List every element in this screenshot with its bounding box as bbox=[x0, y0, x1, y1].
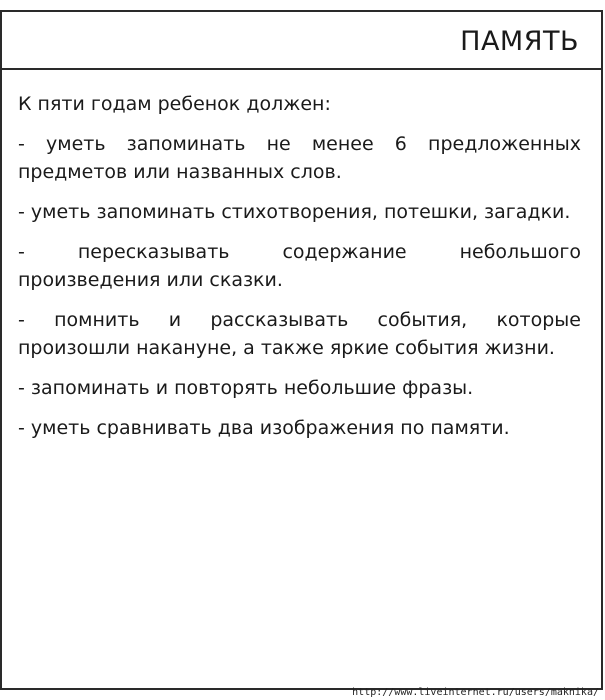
source-url: http://www.liveinternet.ru/users/maknika/ bbox=[352, 687, 599, 698]
list-item: - пересказывать содержание небольшого произведения или сказки. bbox=[18, 241, 581, 291]
list-item: - уметь запоминать стихотворения, потешки, загадки. bbox=[18, 201, 571, 223]
page-title: ПАМЯТЬ bbox=[460, 26, 579, 57]
list-item: - уметь запоминать не менее 6 предложенных предметов или названных слов. bbox=[18, 133, 581, 183]
memory-card bbox=[0, 10, 603, 690]
list-item: - запоминать и повторять небольшие фразы. bbox=[18, 377, 474, 399]
card-content bbox=[2, 70, 601, 442]
list-item: - помнить и рассказывать события, которые произошли накануне, а также яркие события жизни. bbox=[18, 309, 581, 359]
intro-text: К пяти годам ребенок должен: bbox=[18, 93, 331, 115]
card-header bbox=[2, 12, 601, 70]
list-item: - уметь сравнивать два изображения по памяти. bbox=[18, 417, 510, 439]
